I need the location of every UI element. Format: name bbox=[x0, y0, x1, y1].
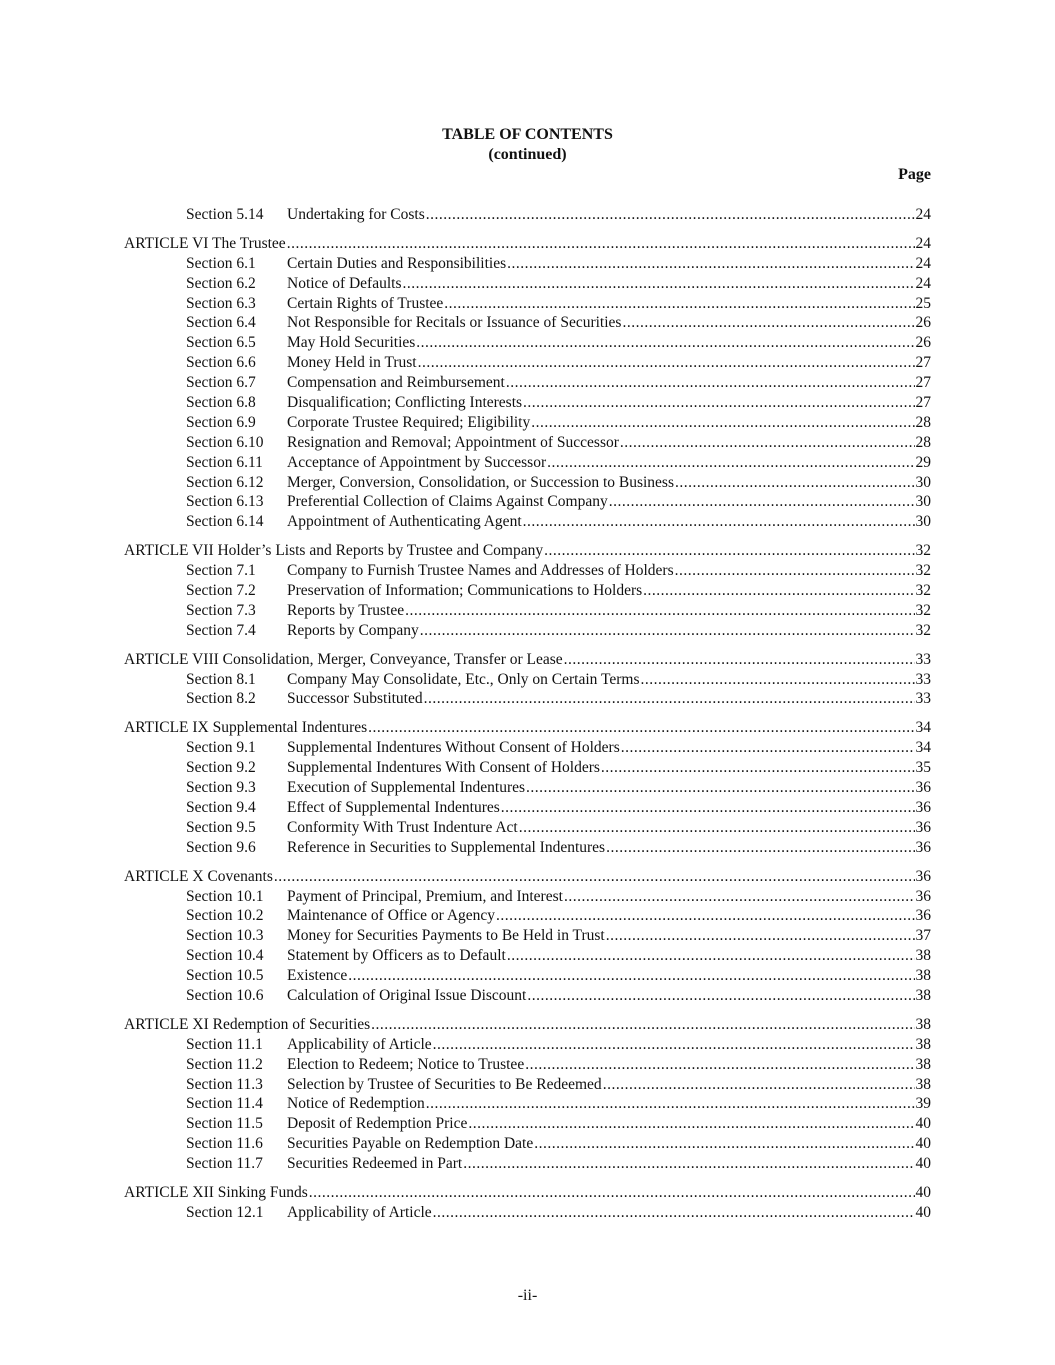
toc-page-number: 36 bbox=[915, 838, 931, 856]
toc-section-title: Effect of Supplemental Indentures bbox=[287, 798, 500, 816]
toc-page-number: 33 bbox=[915, 690, 931, 708]
toc-section-number: Section 6.14 bbox=[186, 513, 264, 531]
toc-section-number: Section 6.11 bbox=[186, 453, 263, 471]
toc-section-number: Section 6.6 bbox=[186, 354, 256, 372]
toc-section-title: Existence bbox=[287, 967, 348, 985]
dot-leader bbox=[526, 778, 914, 798]
toc-section-number: Section 9.3 bbox=[186, 779, 256, 797]
toc-section-number: Section 10.3 bbox=[186, 927, 264, 945]
toc-section-number: Section 9.1 bbox=[186, 739, 256, 757]
toc-section-title: Undertaking for Costs bbox=[287, 206, 425, 223]
toc-page-number: 32 bbox=[915, 542, 931, 560]
table-of-contents bbox=[124, 205, 931, 1223]
toc-article-title: ARTICLE XI Redemption of Securities bbox=[124, 1015, 371, 1033]
toc-page-number: 38 bbox=[915, 1035, 931, 1053]
toc-page-number: 26 bbox=[915, 314, 931, 332]
page-subtitle: (continued) bbox=[488, 146, 567, 163]
toc-article-row bbox=[124, 1015, 931, 1035]
toc-section-row bbox=[124, 778, 931, 798]
toc-page-number: 38 bbox=[915, 1075, 931, 1093]
toc-section-row bbox=[124, 333, 931, 353]
toc-section-number: Section 6.8 bbox=[186, 394, 256, 412]
toc-section-number: Section 6.4 bbox=[186, 314, 256, 332]
toc-page-number: 30 bbox=[915, 493, 931, 511]
dot-leader bbox=[621, 738, 915, 758]
toc-section-number: Section 10.2 bbox=[186, 907, 264, 925]
toc-section-row bbox=[124, 433, 931, 453]
toc-page-number: 36 bbox=[915, 887, 931, 905]
toc-article-row bbox=[124, 1183, 931, 1203]
dot-leader bbox=[564, 887, 915, 907]
toc-page-number: 38 bbox=[915, 986, 931, 1004]
toc-section-number: Section 6.7 bbox=[186, 374, 256, 392]
toc-page-number: 27 bbox=[915, 394, 931, 412]
toc-section-row bbox=[124, 413, 931, 433]
toc-section-title: Statement by Officers as to Default bbox=[287, 947, 506, 965]
toc-section-number: Section 6.3 bbox=[186, 294, 256, 312]
toc-section-title: Reference in Securities to Supplemental Indentures bbox=[287, 838, 606, 856]
toc-section-row bbox=[124, 798, 931, 818]
toc-section-row bbox=[124, 294, 931, 314]
dot-leader bbox=[523, 512, 915, 532]
toc-section-row bbox=[124, 393, 931, 413]
dot-leader bbox=[468, 1114, 914, 1134]
toc-section-number: Section 7.4 bbox=[186, 621, 256, 639]
dot-leader bbox=[544, 541, 914, 561]
toc-section-row bbox=[124, 1134, 931, 1154]
toc-section-row bbox=[124, 946, 931, 966]
toc-page-number: 38 bbox=[915, 1055, 931, 1073]
dot-leader bbox=[534, 1134, 914, 1154]
toc-article-title: ARTICLE XII Sinking Funds bbox=[124, 1183, 308, 1201]
toc-section-title: Payment of Principal, Premium, and Interest bbox=[287, 887, 563, 905]
toc-section-row bbox=[124, 1094, 931, 1114]
toc-section-number: Section 9.4 bbox=[186, 798, 256, 816]
toc-section-title: Notice of Redemption bbox=[287, 1095, 425, 1113]
toc-section-number: Section 6.2 bbox=[186, 274, 256, 292]
dot-leader bbox=[641, 670, 915, 690]
toc-section-row bbox=[124, 738, 931, 758]
dot-leader bbox=[507, 254, 914, 274]
toc-section-row bbox=[124, 926, 931, 946]
toc-section-title: Applicability of Article bbox=[287, 1203, 432, 1221]
dot-leader bbox=[426, 1094, 915, 1114]
dot-leader bbox=[525, 1055, 914, 1075]
toc-page-number: 36 bbox=[915, 798, 931, 816]
toc-section-number: Section 11.2 bbox=[186, 1055, 263, 1073]
toc-section-title: Reports by Trustee bbox=[287, 601, 405, 619]
toc-section-row bbox=[124, 453, 931, 473]
dot-leader bbox=[527, 986, 914, 1006]
toc-section-row bbox=[124, 689, 931, 709]
toc-section-title: May Hold Securities bbox=[287, 334, 416, 352]
toc-article-title: ARTICLE VII Holder’s Lists and Reports by Trustee and Company bbox=[124, 542, 544, 560]
toc-section-title: Supplemental Indentures Without Consent of Holders bbox=[287, 739, 620, 757]
toc-page-number: 28 bbox=[915, 433, 931, 451]
dot-leader bbox=[371, 1015, 914, 1035]
toc-page-number: 40 bbox=[915, 1155, 931, 1173]
toc-section-title: Resignation and Removal; Appointment of Successor bbox=[287, 433, 619, 451]
toc-section-title: Money Held in Trust bbox=[287, 354, 417, 372]
dot-leader bbox=[433, 1035, 915, 1055]
toc-page-number: 27 bbox=[915, 354, 931, 372]
toc-section-title: Supplemental Indentures With Consent of Holders bbox=[287, 759, 600, 777]
dot-leader bbox=[433, 1203, 915, 1223]
dot-leader bbox=[606, 838, 914, 858]
toc-section-row bbox=[124, 313, 931, 333]
toc-section-row bbox=[124, 1154, 931, 1174]
toc-section-row bbox=[124, 581, 931, 601]
dot-leader bbox=[564, 650, 915, 670]
toc-page-number: 33 bbox=[915, 650, 931, 668]
dot-leader bbox=[348, 966, 914, 986]
toc-section-number: Section 11.3 bbox=[186, 1075, 263, 1093]
dot-leader bbox=[426, 205, 915, 225]
toc-article-row bbox=[124, 867, 931, 887]
toc-section-number: Section 6.10 bbox=[186, 433, 264, 451]
toc-section-row bbox=[124, 353, 931, 373]
toc-page-number: 40 bbox=[915, 1203, 931, 1221]
toc-section-row bbox=[124, 512, 931, 532]
toc-section-row bbox=[124, 986, 931, 1006]
toc-article-title: ARTICLE X Covenants bbox=[124, 867, 273, 885]
toc-article-row bbox=[124, 718, 931, 738]
toc-page-number: 24 bbox=[915, 254, 931, 272]
toc-section-row bbox=[124, 492, 931, 512]
toc-section-title: Securities Redeemed in Part bbox=[287, 1155, 463, 1173]
dot-leader bbox=[309, 1183, 915, 1203]
toc-section-number: Section 10.1 bbox=[186, 887, 264, 905]
toc-section-number: Section 6.5 bbox=[186, 334, 256, 352]
toc-section-number: Section 5.14 bbox=[186, 206, 264, 223]
toc-page-number: 32 bbox=[915, 621, 931, 639]
toc-section-title: Successor Substituted bbox=[287, 690, 423, 708]
dot-leader bbox=[609, 492, 915, 512]
toc-page-number: 36 bbox=[915, 779, 931, 797]
toc-section-row bbox=[124, 601, 931, 621]
toc-page-number: 34 bbox=[915, 739, 931, 757]
toc-section-number: Section 6.12 bbox=[186, 473, 264, 491]
dot-leader bbox=[405, 601, 914, 621]
toc-section-title: Acceptance of Appointment by Successor bbox=[287, 453, 547, 471]
toc-section-number: Section 12.1 bbox=[186, 1203, 264, 1221]
dot-leader bbox=[523, 393, 914, 413]
toc-section-number: Section 11.4 bbox=[186, 1095, 263, 1113]
toc-section-title: Securities Payable on Redemption Date bbox=[287, 1135, 534, 1153]
toc-section-title: Selection by Trustee of Securities to Be Redeemed bbox=[287, 1075, 602, 1093]
page-number: -ii- bbox=[517, 1287, 538, 1304]
toc-section-title: Disqualification; Conflicting Interests bbox=[287, 394, 523, 412]
toc-section-number: Section 8.2 bbox=[186, 690, 256, 708]
dot-leader bbox=[603, 1075, 915, 1095]
toc-section-row bbox=[124, 621, 931, 641]
toc-article-title: ARTICLE IX Supplemental Indentures bbox=[124, 719, 368, 737]
toc-section-title: Election to Redeem; Notice to Trustee bbox=[287, 1055, 525, 1073]
toc-section-row bbox=[124, 561, 931, 581]
toc-section-number: Section 6.13 bbox=[186, 493, 264, 511]
toc-section-number: Section 11.6 bbox=[186, 1135, 263, 1153]
toc-section-number: Section 7.3 bbox=[186, 601, 256, 619]
toc-section-title: Notice of Defaults bbox=[287, 274, 402, 292]
dot-leader bbox=[622, 313, 914, 333]
toc-section-row bbox=[124, 966, 931, 986]
toc-section-number: Section 11.7 bbox=[186, 1155, 263, 1173]
dot-leader bbox=[547, 453, 914, 473]
dot-leader bbox=[643, 581, 914, 601]
toc-section-row bbox=[124, 887, 931, 907]
dot-leader bbox=[287, 234, 915, 254]
dot-leader bbox=[416, 333, 914, 353]
toc-page-number: 28 bbox=[915, 413, 931, 431]
toc-article-row bbox=[124, 650, 931, 670]
toc-article-row bbox=[124, 541, 931, 561]
toc-section-row bbox=[124, 1035, 931, 1055]
toc-page-number: 34 bbox=[915, 719, 931, 737]
dot-leader bbox=[675, 473, 914, 493]
toc-page-number: 40 bbox=[915, 1115, 931, 1133]
toc-section-title: Preservation of Information; Communications to Holders bbox=[287, 582, 643, 600]
toc-page-number: 24 bbox=[915, 206, 931, 223]
toc-page-number: 30 bbox=[915, 473, 931, 491]
toc-page-number: 32 bbox=[915, 582, 931, 600]
toc-page-number: 30 bbox=[915, 513, 931, 531]
toc-section-title: Certain Rights of Trustee bbox=[287, 294, 444, 312]
toc-section-number: Section 9.6 bbox=[186, 838, 256, 856]
toc-section-row bbox=[124, 274, 931, 294]
toc-page-number: 36 bbox=[915, 907, 931, 925]
toc-page-number: 38 bbox=[915, 1015, 931, 1033]
toc-section-row bbox=[124, 373, 931, 393]
toc-section-number: Section 10.5 bbox=[186, 967, 264, 985]
toc-page-number: 37 bbox=[915, 927, 931, 945]
page-column-label: Page bbox=[898, 166, 931, 183]
dot-leader bbox=[519, 818, 915, 838]
toc-page-number: 39 bbox=[915, 1095, 931, 1113]
toc-section-row bbox=[124, 254, 931, 274]
toc-section-title: Money for Securities Payments to Be Held in Trust bbox=[287, 927, 605, 945]
toc-section-row bbox=[124, 758, 931, 778]
toc-page-number: 24 bbox=[915, 234, 931, 252]
toc-section-title: Not Responsible for Recitals or Issuance of Securities bbox=[287, 314, 622, 332]
toc-section-number: Section 10.4 bbox=[186, 947, 264, 965]
toc-title-block bbox=[0, 125, 1055, 165]
toc-section-title: Maintenance of Office or Agency bbox=[287, 907, 496, 925]
dot-leader bbox=[496, 906, 914, 926]
toc-section-title: Conformity With Trust Indenture Act bbox=[287, 818, 518, 836]
toc-page-number: 36 bbox=[915, 818, 931, 836]
dot-leader bbox=[501, 798, 915, 818]
dot-leader bbox=[606, 926, 915, 946]
toc-section-number: Section 10.6 bbox=[186, 986, 264, 1004]
toc-page-number: 25 bbox=[915, 294, 931, 312]
toc-section-row bbox=[124, 1203, 931, 1223]
toc-article-title: ARTICLE VI The Trustee bbox=[124, 234, 286, 252]
toc-page-number: 33 bbox=[915, 670, 931, 688]
toc-section-title: Company May Consolidate, Etc., Only on Certain Terms bbox=[287, 670, 640, 688]
dot-leader bbox=[506, 373, 915, 393]
toc-article-title: ARTICLE VIII Consolidation, Merger, Conveyance, Transfer or Lease bbox=[124, 650, 563, 668]
toc-page-number: 35 bbox=[915, 759, 931, 777]
toc-section-row bbox=[124, 906, 931, 926]
toc-section-row bbox=[124, 1055, 931, 1075]
dot-leader bbox=[368, 718, 914, 738]
toc-section-title: Preferential Collection of Claims Against Company bbox=[287, 493, 608, 511]
toc-section-row bbox=[124, 670, 931, 690]
toc-section-title: Deposit of Redemption Price bbox=[287, 1115, 468, 1133]
toc-page-number: 29 bbox=[915, 453, 931, 471]
toc-section-title: Applicability of Article bbox=[287, 1035, 432, 1053]
dot-leader bbox=[274, 867, 915, 887]
toc-section-title: Appointment of Authenticating Agent bbox=[287, 513, 522, 531]
page-title: TABLE OF CONTENTS bbox=[442, 126, 613, 143]
toc-section-row bbox=[124, 205, 931, 225]
toc-section-number: Section 7.2 bbox=[186, 582, 256, 600]
dot-leader bbox=[420, 621, 915, 641]
toc-section-row bbox=[124, 838, 931, 858]
toc-section-number: Section 6.9 bbox=[186, 413, 256, 431]
dot-leader bbox=[444, 294, 914, 314]
toc-section-title: Calculation of Original Issue Discount bbox=[287, 986, 527, 1004]
toc-page-number: 36 bbox=[915, 867, 931, 885]
toc-section-title: Merger, Conversion, Consolidation, or Succession to Business bbox=[287, 473, 675, 491]
toc-page-number: 38 bbox=[915, 967, 931, 985]
toc-section-row bbox=[124, 473, 931, 493]
toc-section-number: Section 9.5 bbox=[186, 818, 256, 836]
toc-section-number: Section 7.1 bbox=[186, 562, 256, 580]
toc-section-title: Corporate Trustee Required; Eligibility bbox=[287, 413, 531, 431]
dot-leader bbox=[620, 433, 915, 453]
toc-section-row bbox=[124, 1114, 931, 1134]
toc-section-row bbox=[124, 818, 931, 838]
dot-leader bbox=[403, 274, 915, 294]
toc-section-title: Company to Furnish Trustee Names and Addresses of Holders bbox=[287, 562, 674, 580]
dot-leader bbox=[418, 353, 915, 373]
dot-leader bbox=[463, 1154, 914, 1174]
dot-leader bbox=[507, 946, 915, 966]
toc-section-title: Reports by Company bbox=[287, 621, 419, 639]
toc-page-number: 40 bbox=[915, 1183, 931, 1201]
toc-page-number: 24 bbox=[915, 274, 931, 292]
toc-section-number: Section 6.1 bbox=[186, 254, 256, 272]
toc-section-title: Certain Duties and Responsibilities bbox=[287, 254, 507, 272]
toc-page-number: 40 bbox=[915, 1135, 931, 1153]
toc-page-number: 32 bbox=[915, 562, 931, 580]
dot-leader bbox=[531, 413, 914, 433]
dot-leader bbox=[424, 689, 915, 709]
toc-page-number: 27 bbox=[915, 374, 931, 392]
toc-section-number: Section 11.1 bbox=[186, 1035, 263, 1053]
toc-section-row bbox=[124, 1075, 931, 1095]
toc-article-row bbox=[124, 234, 931, 254]
dot-leader bbox=[675, 561, 915, 581]
toc-section-title: Execution of Supplemental Indentures bbox=[287, 779, 526, 797]
toc-section-number: Section 8.1 bbox=[186, 670, 256, 688]
toc-section-title: Compensation and Reimbursement bbox=[287, 374, 505, 392]
toc-page-number: 26 bbox=[915, 334, 931, 352]
dot-leader bbox=[601, 758, 915, 778]
toc-section-number: Section 11.5 bbox=[186, 1115, 263, 1133]
toc-section-number: Section 9.2 bbox=[186, 759, 256, 777]
toc-page-number: 38 bbox=[915, 947, 931, 965]
toc-page-number: 32 bbox=[915, 601, 931, 619]
